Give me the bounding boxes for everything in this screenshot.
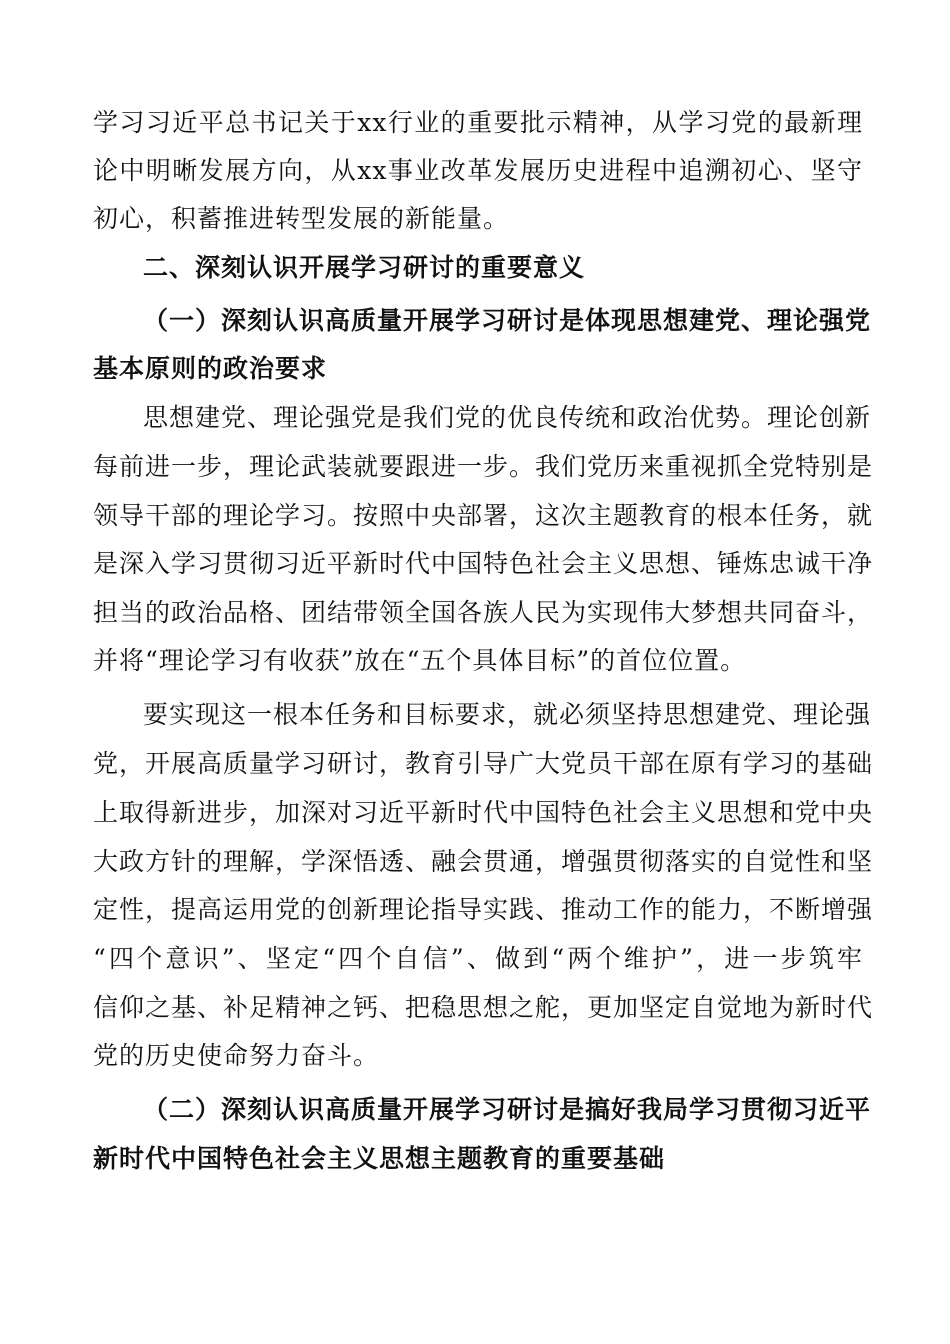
subsection-heading-cont: 基本原则的政治要求 — [93, 354, 328, 383]
body-line: 思想建党、理论强党是我们党的优良传统和政治优势。理论创新 — [143, 403, 872, 432]
body-line: 上取得新进步，加深对习近平新时代中国特色社会主义思想和党中央 — [93, 798, 874, 827]
body-line: 领导干部的理论学习。按照中央部署，这次主题教育的根本任务，就 — [93, 501, 874, 530]
body-line: 党的历史使命努力奋斗。 — [93, 1041, 380, 1070]
body-line: “四个意识”、坚定“四个自信”、做到“两个维护”，进一步筑牢 — [93, 944, 863, 973]
body-line: 信仰之基、补足精神之钙、把稳思想之舵，更加坚定自觉地为新时代 — [93, 993, 874, 1022]
body-line: 大政方针的理解，学深悟透、融会贯通，增强贯彻落实的自觉性和坚 — [93, 847, 874, 876]
body-line: 党，开展高质量学习研讨，教育引导广大党员干部在原有学习的基础 — [93, 749, 874, 778]
subsection-heading: （一）深刻认识高质量开展学习研讨是体现思想建党、理论强党 — [143, 306, 872, 335]
section-heading: 二、深刻认识开展学习研讨的重要意义 — [143, 253, 586, 282]
body-line: 要实现这一根本任务和目标要求，就必须坚持思想建党、理论强 — [143, 700, 872, 729]
body-line: 并将“理论学习有收获”放在“五个具体目标”的首位位置。 — [93, 646, 747, 675]
body-line: 每前进一步，理论武装就要跟进一步。我们党历来重视抓全党特别是 — [93, 452, 874, 481]
subsection-heading: （二）深刻认识高质量开展学习研讨是搞好我局学习贯彻习近平 — [143, 1095, 872, 1124]
body-line: 学习习近平总书记关于xx行业的重要批示精神，从学习党的最新理 — [93, 108, 863, 137]
body-line: 初心，积蓄推进转型发展的新能量。 — [93, 204, 510, 233]
body-line: 定性，提高运用党的创新理论指导实践、推动工作的能力，不断增强 — [93, 895, 874, 924]
body-line: 是深入学习贯彻习近平新时代中国特色社会主义思想、锤炼忠诚干净 — [93, 549, 874, 578]
body-line: 论中明晰发展方向，从xx事业改革发展历史进程中追溯初心、坚守 — [93, 156, 863, 185]
subsection-heading-cont: 新时代中国特色社会主义思想主题教育的重要基础 — [93, 1144, 666, 1173]
body-line: 担当的政治品格、团结带领全国各族人民为实现伟大梦想共同奋斗， — [93, 598, 874, 627]
